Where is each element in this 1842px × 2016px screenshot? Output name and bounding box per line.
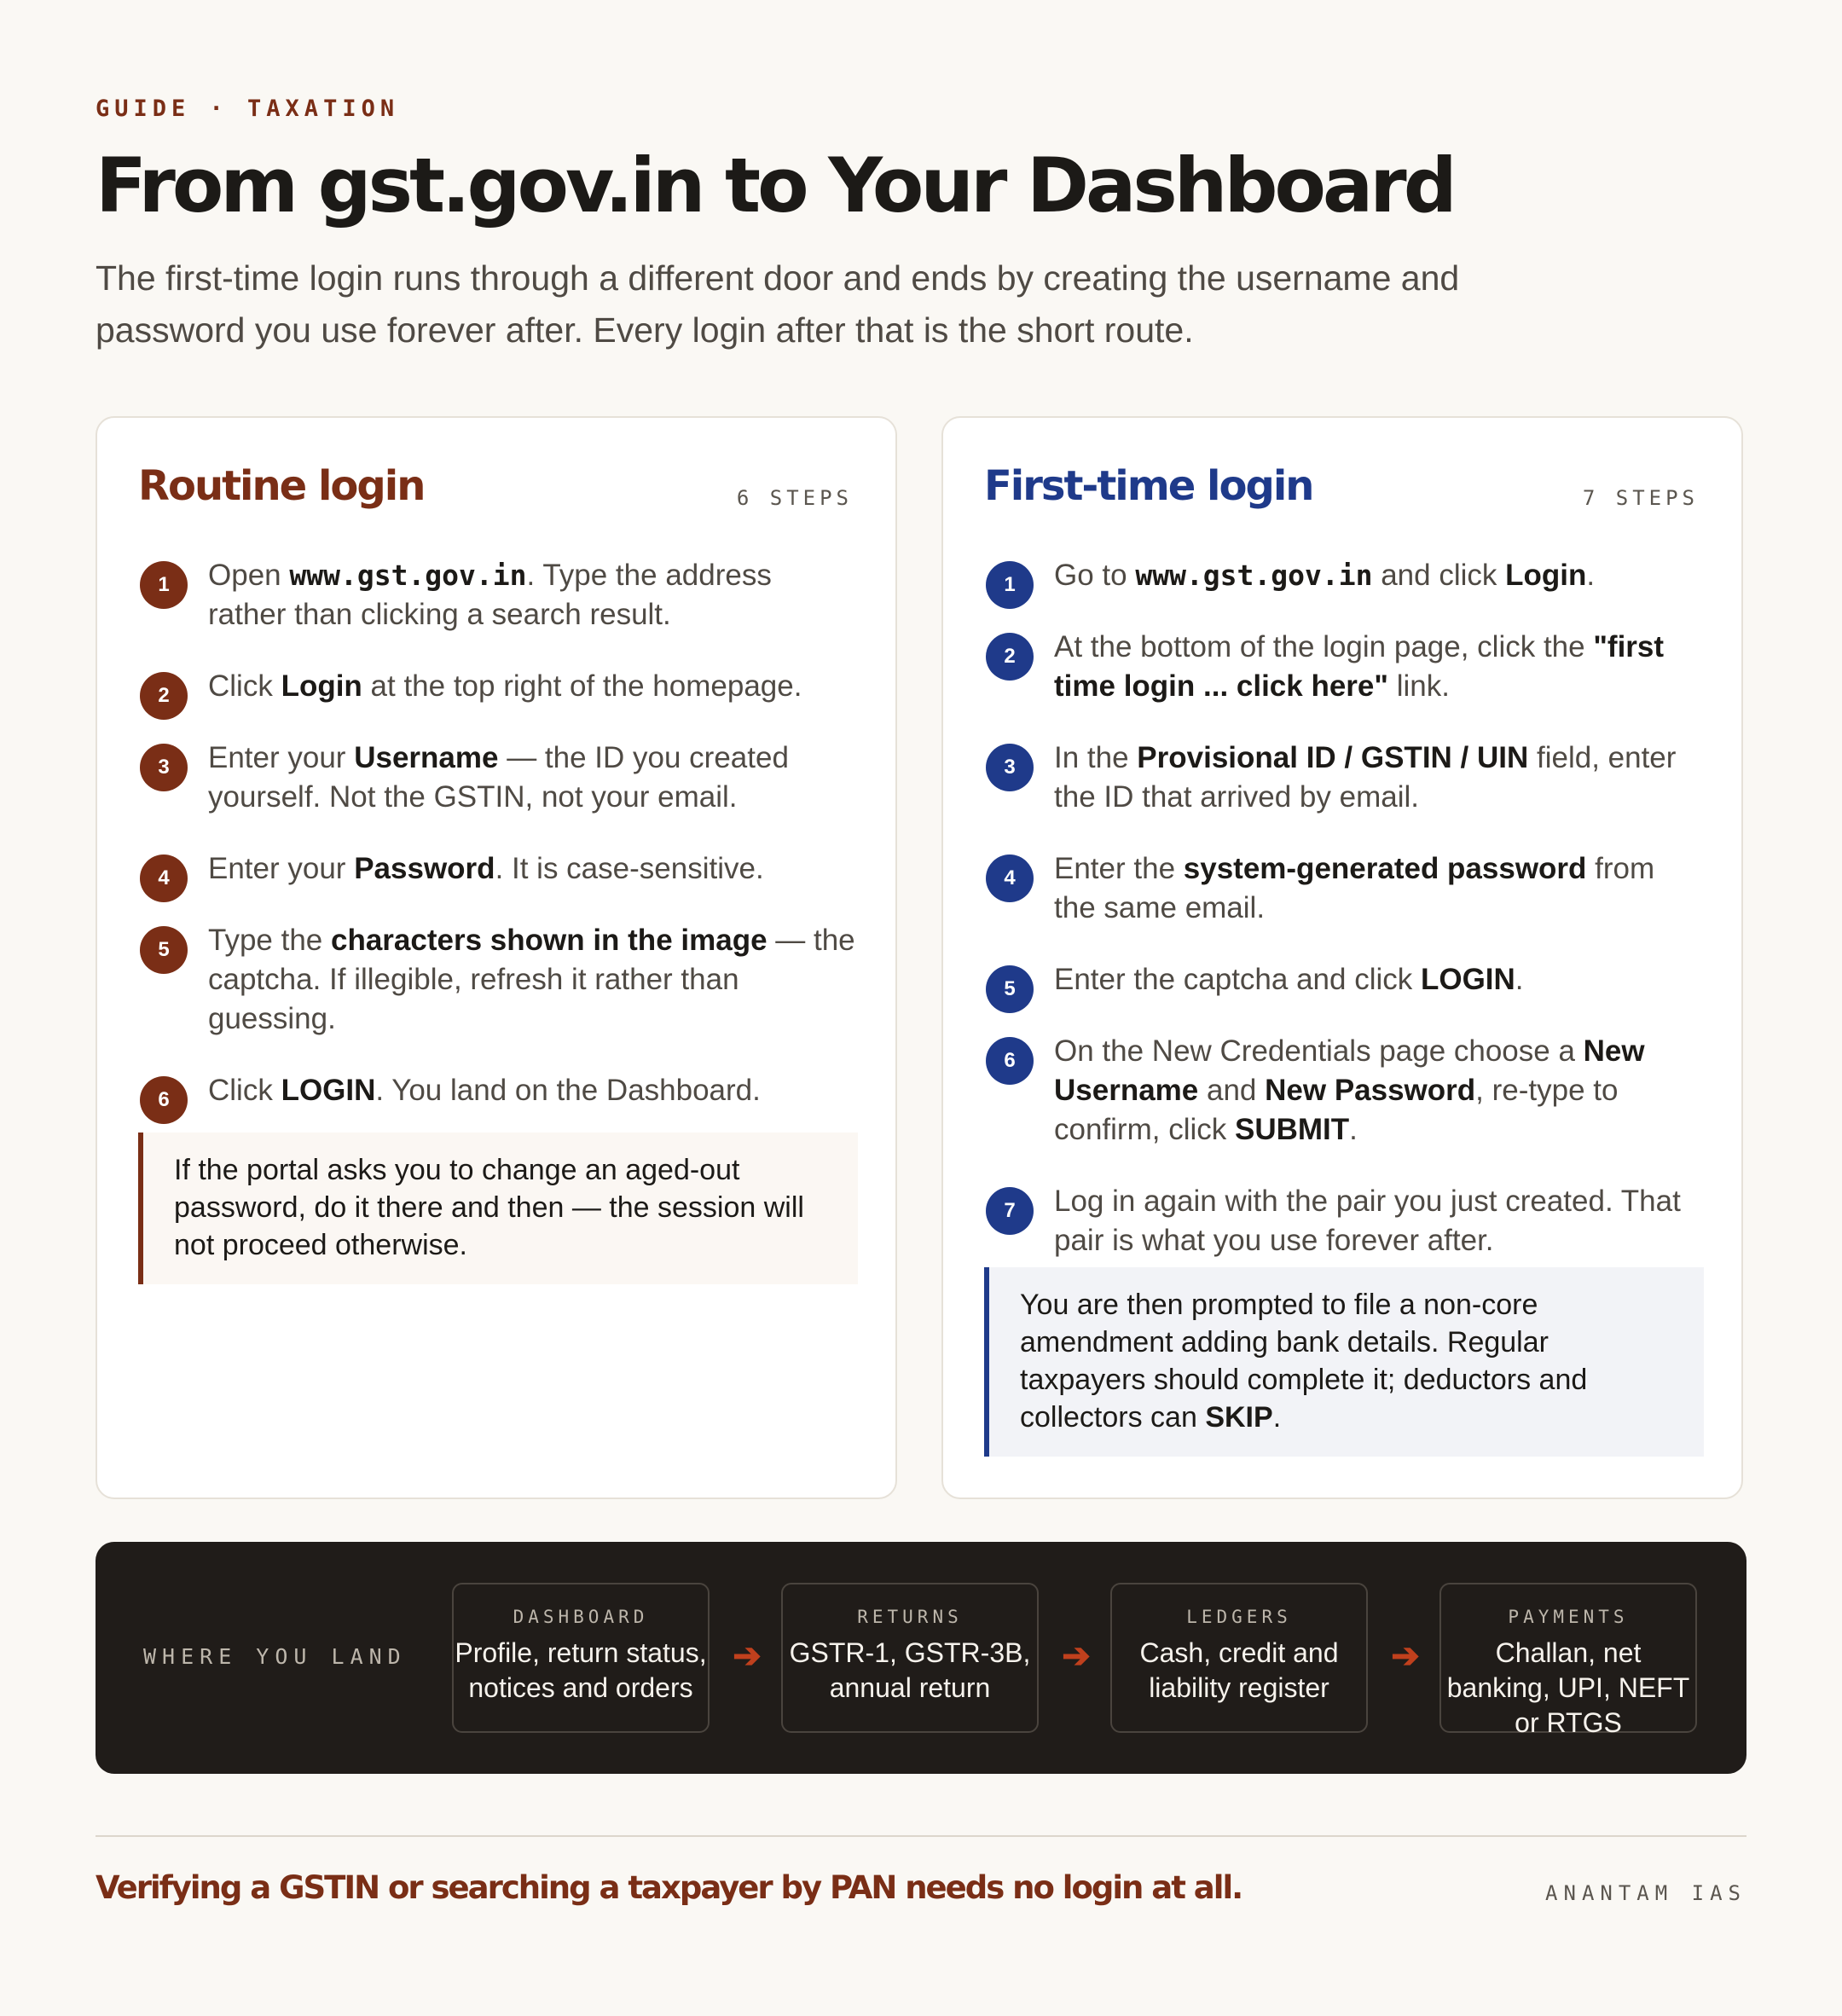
land-item-desc: Challan, net banking, UPI, NEFT or RTGS <box>1446 1637 1690 1738</box>
emphasis-text: Password <box>354 852 495 885</box>
body-text: , re-type to confirm, click <box>1054 1074 1619 1146</box>
first-time-login-title: First-time login <box>984 462 1313 510</box>
step-item <box>140 921 856 1039</box>
body-text: At the bottom of the login page, click the <box>1054 630 1594 663</box>
emphasis-text: Provisional ID / GSTIN / UIN <box>1137 741 1529 774</box>
land-item-ledgers <box>1110 1583 1368 1733</box>
where-you-land-band <box>96 1542 1746 1774</box>
body-text: link. <box>1388 669 1450 703</box>
footer-divider <box>96 1835 1746 1837</box>
url-text: www.gst.gov.in <box>289 559 527 592</box>
body-text: . <box>1349 1113 1358 1146</box>
emphasis-text: Login <box>281 669 362 703</box>
body-text: at the top right of the homepage. <box>362 669 802 703</box>
emphasis-text: system-generated password <box>1183 852 1587 885</box>
step-text <box>1054 630 1664 703</box>
body-text: — the captcha. If illegible, refresh it rather than guessing. <box>208 924 855 1035</box>
land-item-returns <box>781 1583 1039 1733</box>
body-text: . <box>1272 1401 1282 1434</box>
step-number-badge: 5 <box>986 965 1034 1013</box>
eyebrow: GUIDE · TAXATION <box>96 96 400 122</box>
land-item-kicker: RETURNS <box>857 1607 963 1627</box>
arrow-right-icon: ➔ <box>1391 1637 1420 1675</box>
first-time-steps-list <box>986 556 1702 1293</box>
step-item <box>140 849 856 889</box>
where-you-land-label: WHERE YOU LAND <box>143 1644 407 1669</box>
body-text: field, enter the ID that arrived by email. <box>1054 741 1677 814</box>
page-subtitle: The first-time login runs through a different door and ends by creating the username and password you use forever after. Every login after that is the short route. <box>96 258 1460 350</box>
emphasis-text: New Password <box>1265 1074 1476 1107</box>
emphasis-text: LOGIN <box>281 1074 376 1107</box>
step-text <box>1054 1034 1645 1146</box>
land-item-kicker: DASHBOARD <box>513 1607 649 1627</box>
body-text: Click <box>208 669 281 703</box>
step-text <box>1054 852 1654 924</box>
body-text: Type the <box>208 924 331 957</box>
step-item <box>140 556 856 634</box>
body-text: . <box>1515 963 1524 996</box>
land-item-dashboard <box>452 1583 710 1733</box>
body-text: and click <box>1372 559 1506 592</box>
step-text <box>208 1074 761 1107</box>
step-text <box>1054 741 1676 814</box>
step-text <box>1054 559 1595 592</box>
body-text: Log in again with the pair you just created. That pair is what you use forever after. <box>1054 1185 1681 1257</box>
step-text <box>208 741 789 814</box>
land-item-kicker: LEDGERS <box>1186 1607 1292 1627</box>
step-text <box>1054 1185 1681 1257</box>
step-number-badge: 2 <box>986 633 1034 681</box>
emphasis-text: "first time login ... click here" <box>1054 630 1665 703</box>
step-text <box>208 852 764 885</box>
land-item-desc: GSTR-1, GSTR-3B, annual return <box>789 1637 1031 1703</box>
step-item <box>140 667 856 706</box>
body-text: On the New Credentials page choose a <box>1054 1034 1584 1068</box>
step-item <box>986 960 1702 999</box>
step-number-badge: 6 <box>140 1076 188 1124</box>
body-text: . It is case-sensitive. <box>495 852 764 885</box>
step-item <box>986 556 1702 595</box>
body-text: . You land on the Dashboard. <box>375 1074 761 1107</box>
emphasis-text: Username <box>354 741 499 774</box>
body-text: Go to <box>1054 559 1136 592</box>
step-item <box>986 1032 1702 1150</box>
step-number-badge: 4 <box>140 854 188 902</box>
step-number-badge: 1 <box>140 561 188 609</box>
emphasis-text: Login <box>1505 559 1587 592</box>
routine-note <box>138 1133 858 1284</box>
first-time-login-card <box>941 416 1743 1499</box>
arrow-right-icon: ➔ <box>733 1637 762 1675</box>
step-number-badge: 4 <box>986 854 1034 902</box>
routine-steps-list <box>140 556 856 1143</box>
step-item <box>140 1071 856 1110</box>
body-text: Click <box>208 1074 281 1107</box>
body-text: . <box>1586 559 1596 592</box>
footer-tagline: Verifying a GSTIN or searching a taxpayer by PAN needs no login at all. <box>96 1869 1242 1906</box>
first-time-step-count: 7 STEPS <box>1582 486 1699 510</box>
emphasis-text: SKIP <box>1205 1401 1273 1434</box>
body-text: Enter your <box>208 741 355 774</box>
step-text <box>208 924 855 1035</box>
body-text: Open <box>208 559 290 592</box>
land-item-desc: Profile, return status, notices and orders <box>455 1637 707 1703</box>
emphasis-text: SUBMIT <box>1234 1113 1350 1146</box>
step-number-badge: 3 <box>986 744 1034 791</box>
step-item <box>986 1182 1702 1260</box>
body-text: and <box>1198 1074 1266 1107</box>
body-text: In the <box>1054 741 1138 774</box>
step-item <box>986 739 1702 817</box>
step-text <box>1054 963 1524 996</box>
body-text: If the portal asks you to change an aged-out password, do it there and then — the session will not proceed otherwise. <box>174 1154 804 1261</box>
step-item <box>140 739 856 817</box>
step-item <box>986 628 1702 706</box>
step-text <box>208 559 772 631</box>
arrow-right-icon: ➔ <box>1062 1637 1091 1675</box>
emphasis-text: New Username <box>1054 1034 1645 1107</box>
step-text <box>208 669 802 703</box>
step-number-badge: 5 <box>140 926 188 974</box>
brand-name: ANANTAM IAS <box>1545 1881 1746 1905</box>
body-text: Enter the <box>1054 852 1184 885</box>
step-number-badge: 3 <box>140 744 188 791</box>
body-text: Enter your <box>208 852 355 885</box>
body-text: — the ID you created yourself. Not the GSTIN, not your email. <box>208 741 789 814</box>
emphasis-text: LOGIN <box>1420 963 1515 996</box>
body-text: from the same email. <box>1054 852 1655 924</box>
land-item-desc: Cash, credit and liability register <box>1139 1637 1339 1703</box>
body-text: You are then prompted to file a non-core amendment adding bank details. Regular taxpayers should complete it; deductors and collectors can <box>1020 1289 1588 1434</box>
first-time-note <box>984 1267 1704 1457</box>
step-item <box>986 849 1702 928</box>
routine-login-card <box>96 416 897 1499</box>
body-text: Enter the captcha and click <box>1054 963 1421 996</box>
page-title: From gst.gov.in to Your Dashboard <box>96 142 1454 229</box>
step-number-badge: 7 <box>986 1187 1034 1235</box>
body-text: . Type the address rather than clicking a search result. <box>208 559 772 631</box>
land-item-payments <box>1439 1583 1697 1738</box>
land-item-kicker: PAYMENTS <box>1508 1607 1629 1627</box>
step-number-badge: 1 <box>986 561 1034 609</box>
routine-login-title: Routine login <box>138 462 425 510</box>
step-number-badge: 6 <box>986 1037 1034 1085</box>
url-text: www.gst.gov.in <box>1135 559 1373 592</box>
step-number-badge: 2 <box>140 672 188 720</box>
routine-step-count: 6 STEPS <box>736 486 853 510</box>
emphasis-text: characters shown in the image <box>330 924 768 957</box>
